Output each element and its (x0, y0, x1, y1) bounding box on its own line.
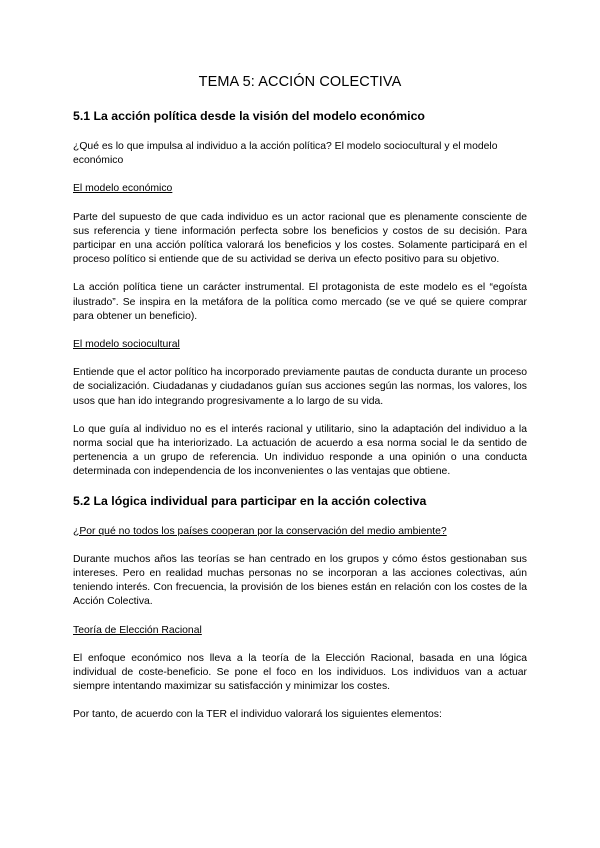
subheading-teoria-eleccion-racional: Teoría de Elección Racional (73, 624, 202, 636)
subheading-question: ¿Por qué no todos los países cooperan por la conservación del medio ambiente? (73, 525, 447, 537)
paragraph: La acción política tiene un carácter instrumental. El protagonista de este modelo es el “egoísta ilustrado”. Se inspira en la metáfora de la política como mercado (se ve qué se quiere comprar para obtener un beneficio). (73, 282, 527, 322)
paragraph: Parte del supuesto de que cada individuo es un actor racional que es plenamente consciente de sus referencia y tiene información perfecta sobre los beneficios y costos de su decisión. Para participar en una acción política valorará los beneficios y los costes. Solamente participará en el proceso político si entiende que de su actividad se deriva un efecto positivo para su objetivo. (73, 211, 527, 266)
paragraph: Lo que guía al individuo no es el interés racional y utilitario, sino la adaptación del individuo a la norma social que ha interiorizado. La actuación de acuerdo a esa norma social le da sentido de pertenencia a un grupo de referencia. Un individuo responde a una opinión o una conducta determinada con independencia de los inconvenientes o las ventajas que obtiene. (73, 423, 527, 478)
subheading-modelo-economico: El modelo económico (73, 183, 173, 195)
intro-paragraph: ¿Qué es lo que impulsa al individuo a la acción política? El modelo sociocultural y el modelo económico (73, 141, 498, 167)
page-title: TEMA 5: ACCIÓN COLECTIVA (198, 74, 402, 90)
paragraph: Entiende que el actor político ha incorporado previamente pautas de conducta durante un proceso de socialización. Ciudadanas y ciudadanos guían sus acciones según las normas, los valores, los usos que han ido integrando progresivamente a lo largo de su vida. (73, 367, 527, 407)
paragraph: Por tanto, de acuerdo con la TER el individuo valorará los siguientes elementos: (73, 709, 442, 721)
document-page (73, 74, 527, 737)
section-heading-5-1: 5.1 La acción política desde la visión del modelo económico (73, 109, 425, 123)
paragraph: El enfoque económico nos lleva a la teoría de la Elección Racional, basada en una lógica individual de coste-beneficio. Se pone el foco en los individuos. Los individuos van a actuar siempre intentando maximizar su satisfacción y minimizar los costes. (73, 652, 527, 693)
paragraph: Durante muchos años las teorías se han centrado en los grupos y cómo éstos gestionaban sus intereses. Pero en realidad muchas personas no se incorporan a las acciones colectivas, aún teniendo interés. Con frecuencia, la provisión de los bienes están en relación con los costes de la Acción Colectiva. (73, 553, 527, 608)
subheading-modelo-sociocultural: El modelo sociocultural (73, 339, 180, 351)
section-heading-5-2: 5.2 La lógica individual para participar en la acción colectiva (73, 493, 427, 508)
